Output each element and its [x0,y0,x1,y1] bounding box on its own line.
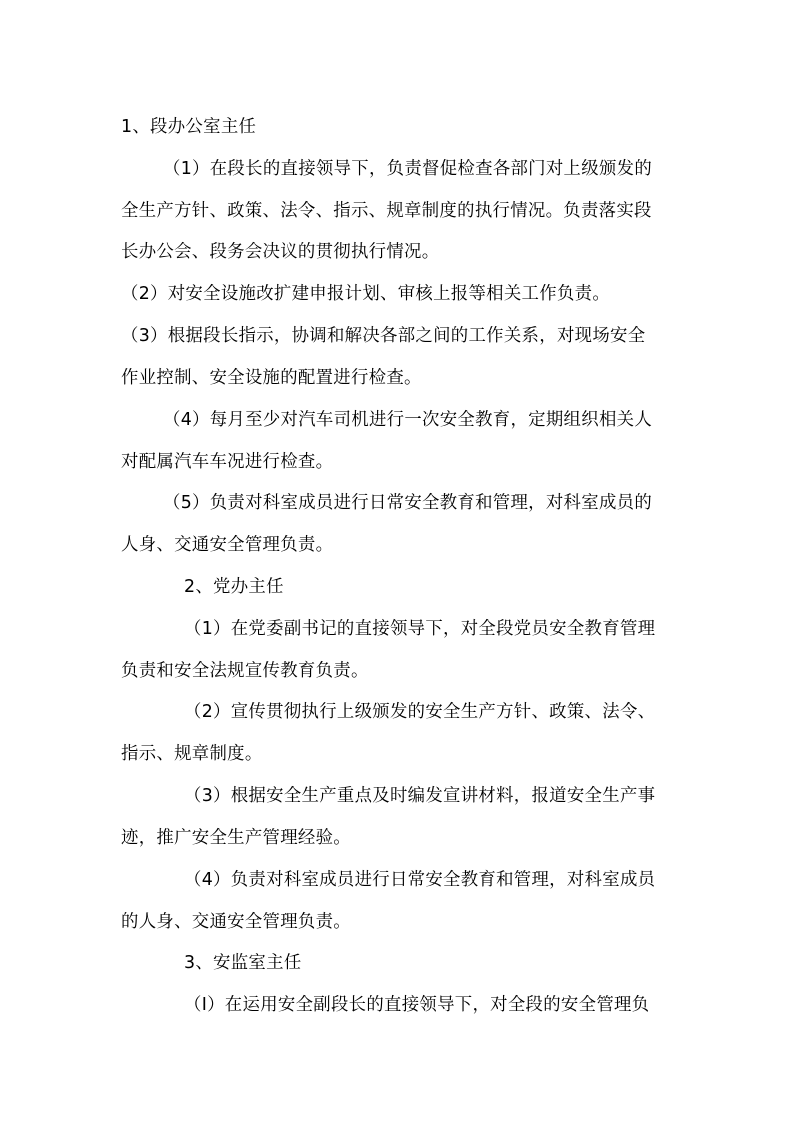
paragraph-line: （2）对安全设施改扩建申报计划、审核上报等相关工作负责。 [121,284,611,304]
paragraph-line: （Ⅰ）在运用安全副段长的直接领导下，对全段的安全管理负 [184,995,650,1015]
paragraph-line: 迹，推广安全生产管理经验。 [121,828,351,848]
paragraph-line: （1）在段长的直接领导下，负责督促检查各部门对上级颁发的 [163,159,653,179]
section-heading-3: 3、安监室主任 [184,953,302,973]
paragraph-line: （4）每月至少对汽车司机进行一次安全教育，定期组织相关人 [163,410,653,430]
paragraph-line: 作业控制、安全设施的配置进行检查。 [121,368,422,388]
paragraph-line: （3）根据段长指示，协调和解决各部之间的工作关系，对现场安全 [121,326,646,346]
paragraph-line: 全生产方针、政策、法令、指示、规章制度的执行情况。负责落实段 [121,201,652,221]
paragraph-line: （5）负责对科室成员进行日常安全教育和管理，对科室成员的 [163,493,653,513]
paragraph-line: 长办公会、段务会决议的贯彻执行情况。 [121,242,440,262]
section-heading-1: 1、段办公室主任 [121,117,257,137]
paragraph-line: 负责和安全法规宣传教育负责。 [121,661,369,681]
paragraph-line: 人身、交通安全管理负责。 [121,535,334,555]
paragraph-line: （2）宣传贯彻执行上级颁发的安全生产方针、政策、法令、 [184,702,656,722]
paragraph-line: （3）根据安全生产重点及时编发宣讲材料，报道安全生产事 [184,786,656,806]
paragraph-line: 指示、规章制度。 [121,744,263,764]
paragraph-line: 对配属汽车车况进行检查。 [121,452,334,472]
paragraph-line: （4）负责对科室成员进行日常安全教育和管理，对科室成员 [184,870,656,890]
paragraph-line: （1）在党委副书记的直接领导下，对全段党员安全教育管理 [184,619,656,639]
paragraph-line: 的人身、交通安全管理负责。 [121,912,351,932]
section-heading-2: 2、党办主任 [184,577,284,597]
